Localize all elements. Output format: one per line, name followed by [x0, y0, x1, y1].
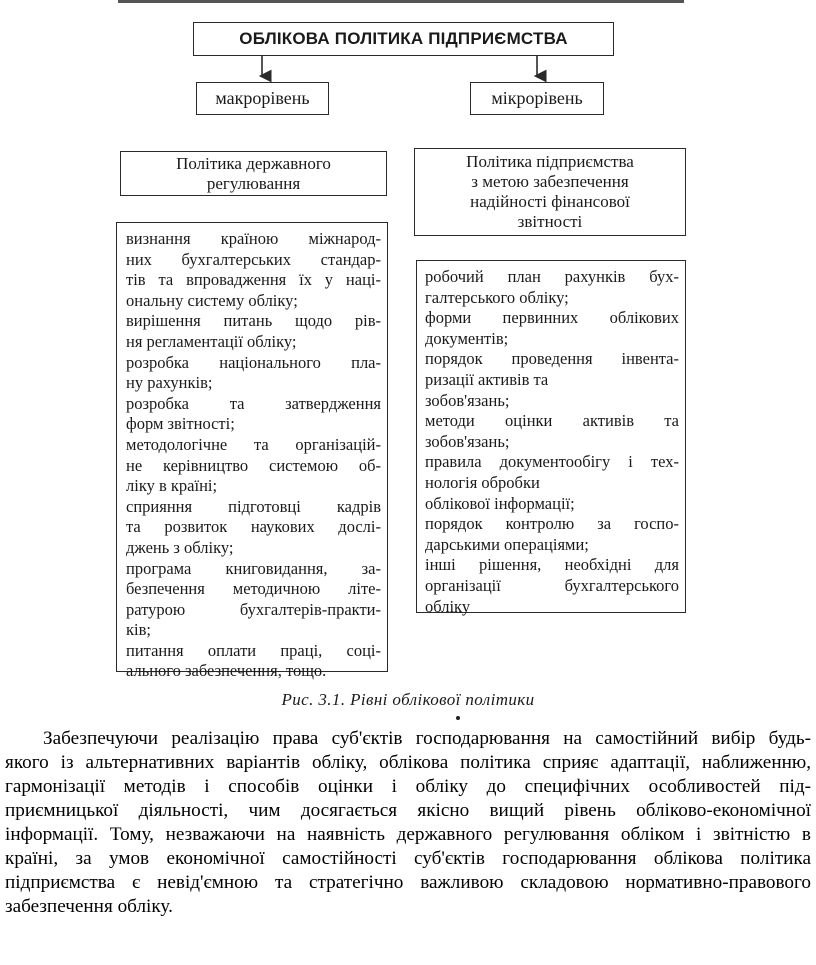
- list-item-line: програма книговидання, за-: [126, 558, 381, 578]
- list-item-line: форми первинних облікових: [425, 308, 679, 328]
- list-item-line: ня регламентації обліку;: [126, 331, 297, 351]
- figure-caption: Рис. 3.1. Рівні облікової політики: [281, 690, 535, 709]
- list-item-line: визнання країною міжнарод-: [126, 229, 381, 248]
- list-item-line: зобов'язань;: [425, 390, 510, 410]
- macro-level-box: [196, 82, 329, 115]
- list-item-line: методи оцінки активів та: [425, 411, 679, 431]
- list-item-line: ну рахунків;: [126, 373, 213, 393]
- list-item-line: дарськими операціями;: [425, 534, 589, 554]
- stray-dot: [456, 716, 460, 720]
- list-item-line: галтерського обліку;: [425, 287, 569, 307]
- list-item-line: джень з обліку;: [126, 537, 234, 557]
- state-policy-line: регулювання: [206, 173, 301, 193]
- list-item-line: розробка національного пла-: [126, 352, 381, 372]
- paragraph-line: країні, за умов економічної самостійності суб'єктів господарювання облікова політика: [5, 848, 811, 869]
- list-item-line: інші рішення, необхідні для: [425, 555, 679, 575]
- list-item-line: обліку: [425, 596, 471, 616]
- list-item-line: не керівництво системою об-: [126, 455, 381, 475]
- paragraph-line: якого із альтернативних варіантів обліку, облікова політика сприяє адаптації, наближенню,: [5, 752, 811, 773]
- list-item-line: ональну систему обліку;: [126, 290, 298, 310]
- title-box: [193, 22, 614, 56]
- list-item-line: ратурою бухгалтерів-практи-: [126, 599, 381, 619]
- list-item-line: вирішення питань щодо рів-: [126, 311, 381, 331]
- list-item-line: зобов'язань;: [425, 431, 510, 451]
- list-item-line: сприяння підготовці кадрів: [126, 496, 381, 516]
- state-policy-line: Політика державного: [176, 153, 331, 173]
- list-item-line: ків;: [126, 620, 151, 640]
- enterprise-policy-line: надійності фінансової: [470, 192, 630, 211]
- paragraph-line: забезпечення обліку.: [5, 896, 173, 917]
- enterprise-policy-box: [414, 148, 686, 236]
- list-item-line: ризації активів та: [425, 369, 549, 389]
- list-item-line: методологічне та організацій-: [126, 434, 381, 454]
- paragraph-line: гармонізації методів і способів оцінки і обліку до специфічних особливостей під-: [5, 776, 811, 797]
- diagram-title: ОБЛІКОВА ПОЛІТИКА ПІДПРИЄМСТВА: [239, 29, 568, 48]
- list-item-line: облікової інформації;: [425, 493, 575, 513]
- macro-level-label: макрорівень: [215, 88, 310, 108]
- enterprise-policy-line: Політика підприємства: [466, 152, 634, 171]
- list-item-line: правила документообігу і тех-: [425, 452, 679, 472]
- paragraph-line: Забезпечуючи реалізацію права суб'єктів господарювання на самостійний вибір будь-: [43, 728, 811, 749]
- list-item-line: та розвиток наукових дослі-: [126, 517, 381, 537]
- list-item-line: порядок контролю за госпо-: [425, 514, 679, 534]
- list-item-line: нологія обробки: [425, 472, 540, 492]
- list-item-line: робочий план рахунків бух-: [425, 267, 679, 286]
- enterprise-policy-line: з метою забезпечення: [471, 172, 629, 191]
- list-item-line: тів та впровадження їх у наці-: [126, 270, 381, 290]
- enterprise-policy-line: звітності: [517, 212, 583, 231]
- list-item-line: порядок проведення інвента-: [425, 349, 679, 369]
- micro-level-box: [470, 82, 604, 115]
- paragraph-line: приємницької діяльності, чим досягається якісно вищий рівень обліково-економічної: [5, 800, 811, 821]
- list-item-line: організації бухгалтерського: [425, 575, 679, 595]
- list-item-line: ального забезпечення, тощо.: [126, 661, 327, 681]
- state-items-list: [116, 222, 388, 681]
- state-policy-box: [120, 151, 387, 196]
- list-item-line: безпечення методичною літе-: [126, 579, 381, 599]
- paragraph-line: інформації. Тому, незважаючи на наявність державного регулювання обліком і звітністю в: [5, 824, 811, 845]
- micro-level-label: мікрорівень: [491, 88, 583, 108]
- list-item-line: форм звітності;: [126, 414, 235, 434]
- list-item-line: розробка та затвердження: [126, 393, 381, 413]
- enterprise-items-list: [416, 260, 686, 616]
- list-item-line: ліку в країні;: [126, 476, 218, 496]
- paragraph-line: підприємства є невід'ємною та стратегічно важливою складовою нормативно-правового: [5, 872, 811, 893]
- list-item-line: них бухгалтерських стандар-: [126, 249, 381, 269]
- list-item-line: питання оплати праці, соці-: [126, 640, 381, 660]
- list-item-line: документів;: [425, 328, 509, 348]
- body-paragraph: [5, 727, 811, 919]
